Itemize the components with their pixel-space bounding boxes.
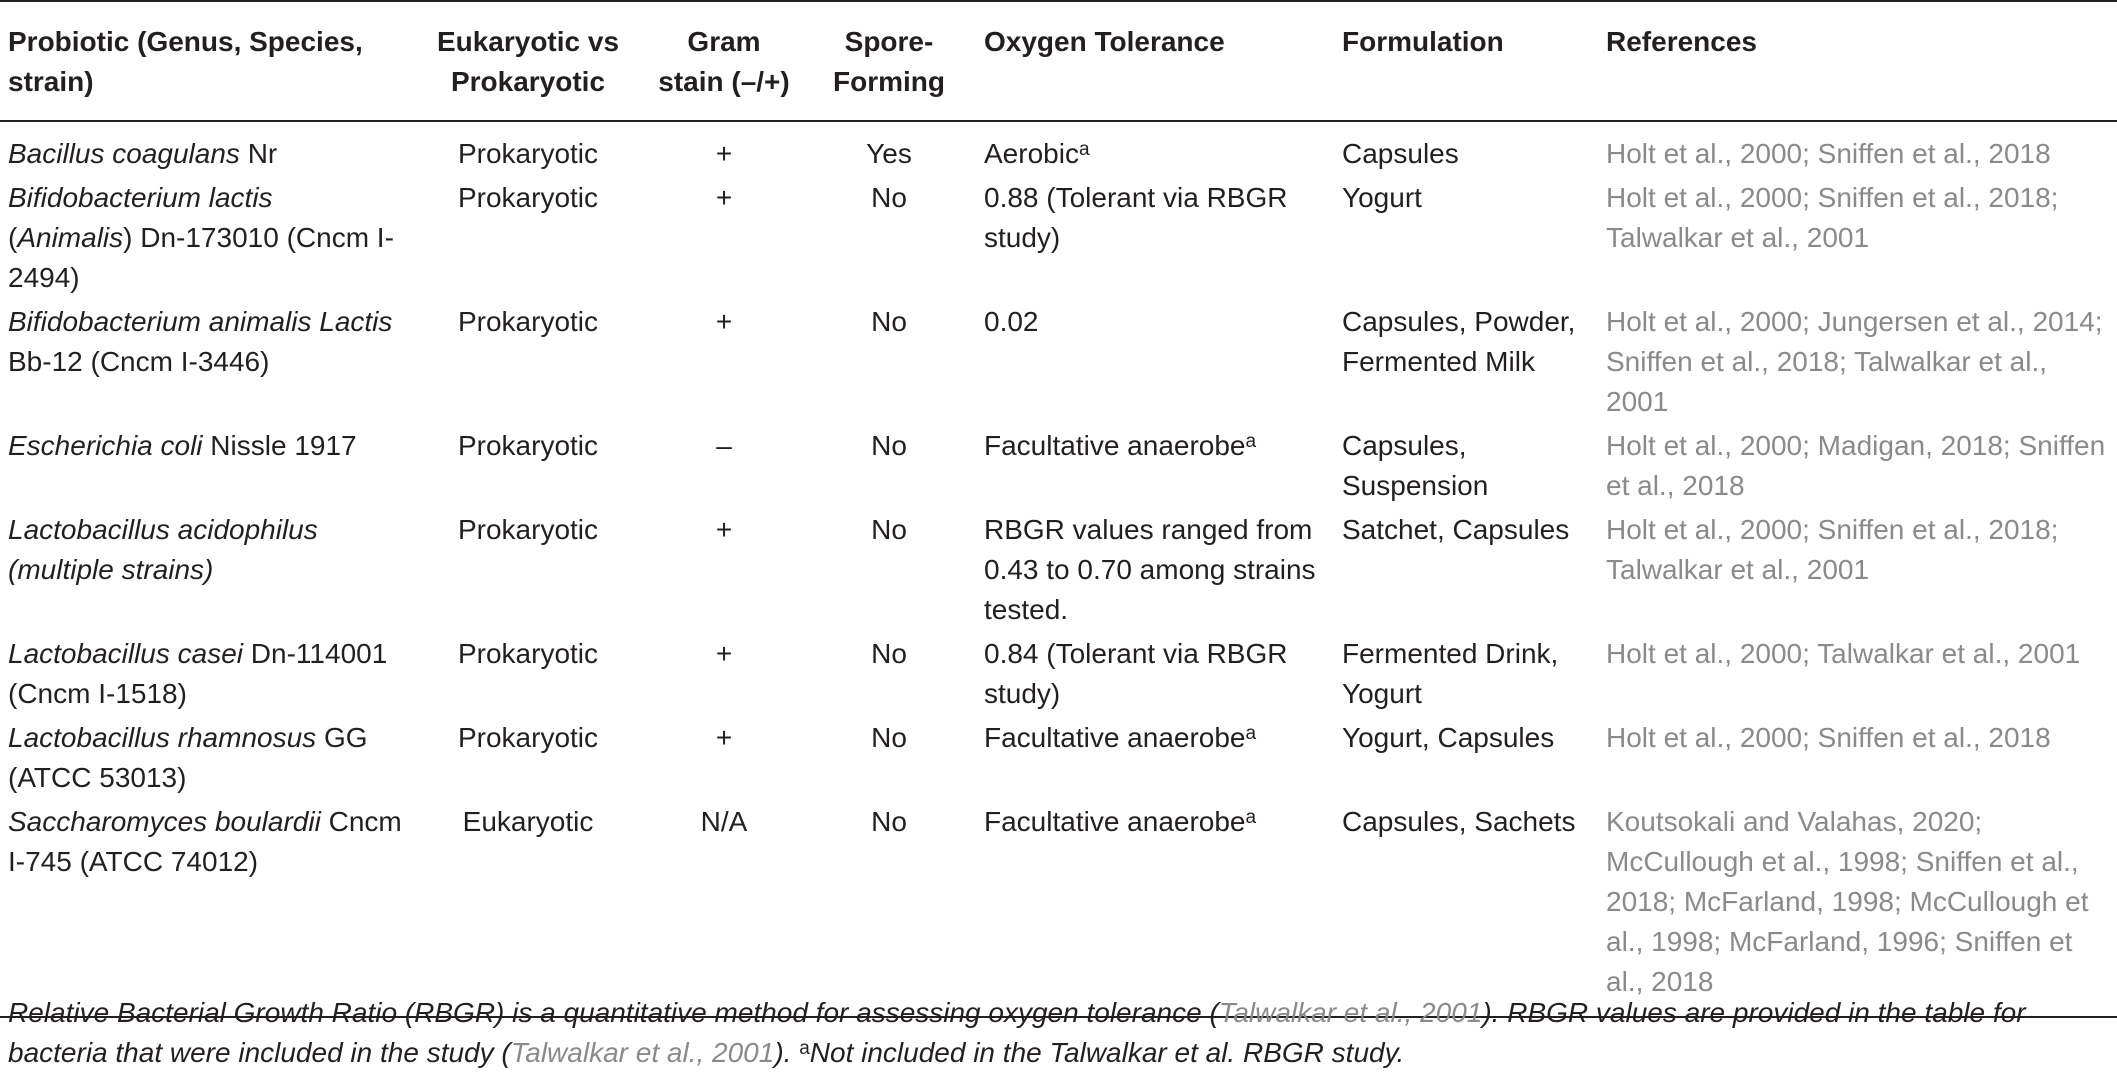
cell-eukaryotic-prokaryotic: Prokaryotic <box>457 638 599 669</box>
oxygen-value: 0.02 <box>984 306 1039 337</box>
cell-gram-stain: – <box>716 430 732 461</box>
cell-references[interactable]: Holt et al., 2000; Jungersen et al., 2014; Sniffen et al., 2018; Talwalkar et al., 2001 <box>1606 306 2103 417</box>
cell-spore-forming: No <box>871 638 907 669</box>
cell-gram-stain: + <box>715 182 733 213</box>
table-footnote <box>8 993 2108 1073</box>
cell-formulation: Yogurt, Capsules <box>1342 722 1555 753</box>
table-row <box>0 508 2117 632</box>
oxygen-superscript: a <box>1245 807 1257 828</box>
cell-gram-stain: + <box>715 722 733 753</box>
cell-probiotic <box>0 800 410 1017</box>
cell-spore-forming: No <box>871 430 907 461</box>
header-eukaryotic-prokaryotic: Eukaryotic vs Prokaryotic <box>436 26 620 97</box>
strain-text-2: ) Dn-173010 (Cncm I-2494) <box>8 222 394 293</box>
cell-probiotic <box>0 632 410 716</box>
cell-formulation: Satchet, Capsules <box>1342 514 1570 545</box>
cell-references[interactable]: Holt et al., 2000; Sniffen et al., 2018 <box>1606 138 2051 169</box>
cell-spore-forming: No <box>871 182 907 213</box>
header-gram-stain: Gram stain (–/+) <box>658 26 790 97</box>
footnote-reference-link[interactable]: Talwalkar et al., 2001 <box>510 1037 775 1068</box>
cell-formulation: Capsules, Powder, Fermented Milk <box>1342 306 1576 377</box>
cell-eukaryotic-prokaryotic: Prokaryotic <box>457 722 599 753</box>
species-name-italic: Bifidobacterium animalis Lactis <box>8 306 393 337</box>
oxygen-value: Facultative anaerobe <box>984 806 1246 837</box>
footnote-text-1: Relative Bacterial Growth Ratio (RBGR) is a quantitative method for assessing oxygen tolerance ( <box>8 997 1219 1028</box>
cell-references[interactable]: Koutsokali and Valahas, 2020; McCullough et al., 1998; Sniffen et al., 2018; McFarland, 1998; McCullough et al., 1998; McFarland, 1996; Sniffen et al., 2018 <box>1606 806 2089 997</box>
header-row <box>0 1 2117 121</box>
oxygen-superscript: a <box>1245 431 1257 452</box>
table-row <box>0 121 2117 176</box>
cell-spore-forming: No <box>871 514 907 545</box>
cell-probiotic <box>0 176 410 300</box>
strain-text: Nr <box>239 138 278 169</box>
table-row <box>0 424 2117 508</box>
cell-formulation: Capsules, Suspension <box>1342 430 1489 501</box>
oxygen-value: 0.84 (Tolerant via RBGR study) <box>984 638 1288 709</box>
cell-probiotic <box>0 300 410 424</box>
cell-eukaryotic-prokaryotic: Eukaryotic <box>462 806 594 837</box>
cell-gram-stain: + <box>715 514 733 545</box>
cell-references[interactable]: Holt et al., 2000; Sniffen et al., 2018; Talwalkar et al., 2001 <box>1606 182 2059 253</box>
cell-references[interactable]: Holt et al., 2000; Talwalkar et al., 2001 <box>1606 638 2081 669</box>
cell-oxygen-tolerance <box>976 716 1334 800</box>
oxygen-value: Facultative anaerobe <box>984 722 1246 753</box>
cell-references[interactable]: Holt et al., 2000; Sniffen et al., 2018; Talwalkar et al., 2001 <box>1606 514 2059 585</box>
cell-eukaryotic-prokaryotic: Prokaryotic <box>457 306 599 337</box>
cell-probiotic <box>0 508 410 632</box>
oxygen-value: Aerobic <box>984 138 1079 169</box>
strain-text: Bb-12 (Cncm I-3446) <box>8 346 270 377</box>
species-name-italic: Lactobacillus casei <box>8 638 244 669</box>
cell-spore-forming: Yes <box>866 138 912 169</box>
cell-spore-forming: No <box>871 306 907 337</box>
cell-references[interactable]: Holt et al., 2000; Sniffen et al., 2018 <box>1606 722 2051 753</box>
cell-eukaryotic-prokaryotic: Prokaryotic <box>457 138 599 169</box>
oxygen-superscript: a <box>1078 139 1090 160</box>
cell-formulation: Capsules, Sachets <box>1342 806 1576 837</box>
strain-text: ( <box>8 222 18 253</box>
cell-oxygen-tolerance <box>976 176 1334 300</box>
cell-probiotic <box>0 424 410 508</box>
table-row <box>0 300 2117 424</box>
oxygen-value: Facultative anaerobe <box>984 430 1246 461</box>
oxygen-value: RBGR values ranged from 0.43 to 0.70 among strains tested. <box>984 514 1316 625</box>
header-references: References <box>1606 26 1757 57</box>
species-name-italic: Lactobacillus acidophilus (multiple strains) <box>8 514 318 585</box>
cell-oxygen-tolerance <box>976 424 1334 508</box>
species-name-italic: Lactobacillus rhamnosus <box>8 722 317 753</box>
cell-gram-stain: + <box>715 138 733 169</box>
cell-probiotic <box>0 121 410 176</box>
cell-formulation: Capsules <box>1342 138 1459 169</box>
cell-oxygen-tolerance <box>976 300 1334 424</box>
oxygen-value: 0.88 (Tolerant via RBGR study) <box>984 182 1288 253</box>
table-row <box>0 176 2117 300</box>
oxygen-superscript: a <box>1245 723 1257 744</box>
species-name-italic: Escherichia coli <box>8 430 203 461</box>
species-name-italic-2: Animalis <box>17 222 124 253</box>
species-name-italic: Bacillus coagulans <box>8 138 240 169</box>
cell-oxygen-tolerance <box>976 121 1334 176</box>
cell-formulation: Yogurt <box>1342 182 1422 213</box>
strain-text: Nissle 1917 <box>202 430 357 461</box>
header-formulation: Formulation <box>1342 26 1504 57</box>
strain-text: GG (ATCC 53013) <box>8 722 368 793</box>
table-row <box>0 716 2117 800</box>
strain-text: Cncm I-745 (ATCC 74012) <box>8 806 402 877</box>
header-oxygen-tolerance: Oxygen Tolerance <box>984 26 1225 57</box>
cell-spore-forming: No <box>871 806 907 837</box>
cell-oxygen-tolerance <box>976 632 1334 716</box>
strain-text: Dn-114001 (Cncm I-1518) <box>8 638 388 709</box>
footnote-text-2: ). RBGR values are provided in the table for bacteria that were included in the study ( <box>8 997 2026 1068</box>
cell-eukaryotic-prokaryotic: Prokaryotic <box>457 182 599 213</box>
cell-gram-stain: + <box>715 306 733 337</box>
cell-eukaryotic-prokaryotic: Prokaryotic <box>457 514 599 545</box>
cell-oxygen-tolerance <box>976 800 1334 1017</box>
footnote-reference-link[interactable]: Talwalkar et al., 2001 <box>1218 997 1483 1028</box>
cell-gram-stain: N/A <box>700 806 748 837</box>
cell-formulation: Fermented Drink, Yogurt <box>1342 638 1559 709</box>
header-probiotic: Probiotic (Genus, Species, strain) <box>8 26 363 97</box>
footnote-superscript: a <box>799 1038 810 1059</box>
cell-spore-forming: No <box>871 722 907 753</box>
cell-eukaryotic-prokaryotic: Prokaryotic <box>457 430 599 461</box>
table-body <box>0 121 2117 1017</box>
cell-gram-stain: + <box>715 638 733 669</box>
species-name-italic: Bifidobacterium lactis <box>8 182 273 213</box>
cell-references[interactable]: Holt et al., 2000; Madigan, 2018; Sniffen et al., 2018 <box>1606 430 2106 501</box>
table-row <box>0 800 2117 1017</box>
header-spore-forming: Spore-Forming <box>833 26 945 97</box>
cell-oxygen-tolerance <box>976 508 1334 632</box>
footnote-text-4: Not included in the Talwalkar et al. RBGR study. <box>809 1037 1405 1068</box>
cell-probiotic <box>0 716 410 800</box>
footnote-text-3: ). <box>774 1037 800 1068</box>
species-name-italic: Saccharomyces boulardii <box>8 806 321 837</box>
table-row <box>0 632 2117 716</box>
